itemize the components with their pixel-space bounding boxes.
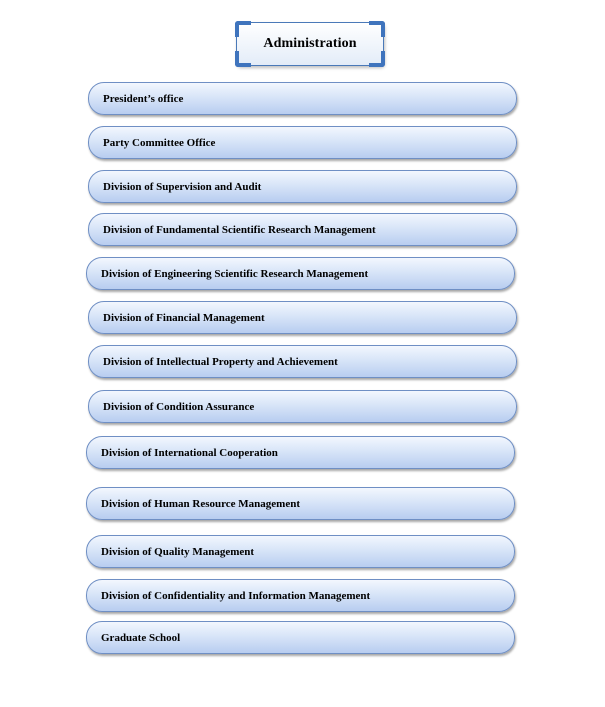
node-presidents-office: President’s office [88,82,517,115]
node-division-supervision-audit: Division of Supervision and Audit [88,170,517,203]
node-division-fundamental-research: Division of Fundamental Scientific Research Management [88,213,517,246]
node-division-human-resource: Division of Human Resource Management [86,487,515,520]
diagram-title: Administration [263,36,357,51]
corner-bracket-top-right [369,21,385,37]
node-division-quality-management: Division of Quality Management [86,535,515,568]
node-division-condition-assurance: Division of Condition Assurance [88,390,517,423]
node-division-financial-management: Division of Financial Management [88,301,517,334]
node-division-intellectual-property: Division of Intellectual Property and Achievement [88,345,517,378]
title-box [236,22,384,66]
node-graduate-school: Graduate School [86,621,515,654]
node-division-international-cooperation: Division of International Cooperation [86,436,515,469]
corner-bracket-bottom-right [369,51,385,67]
corner-bracket-top-left [235,21,251,37]
corner-bracket-bottom-left [235,51,251,67]
node-division-engineering-research: Division of Engineering Scientific Research Management [86,257,515,290]
node-division-confidentiality: Division of Confidentiality and Information Management [86,579,515,612]
node-party-committee-office: Party Committee Office [88,126,517,159]
